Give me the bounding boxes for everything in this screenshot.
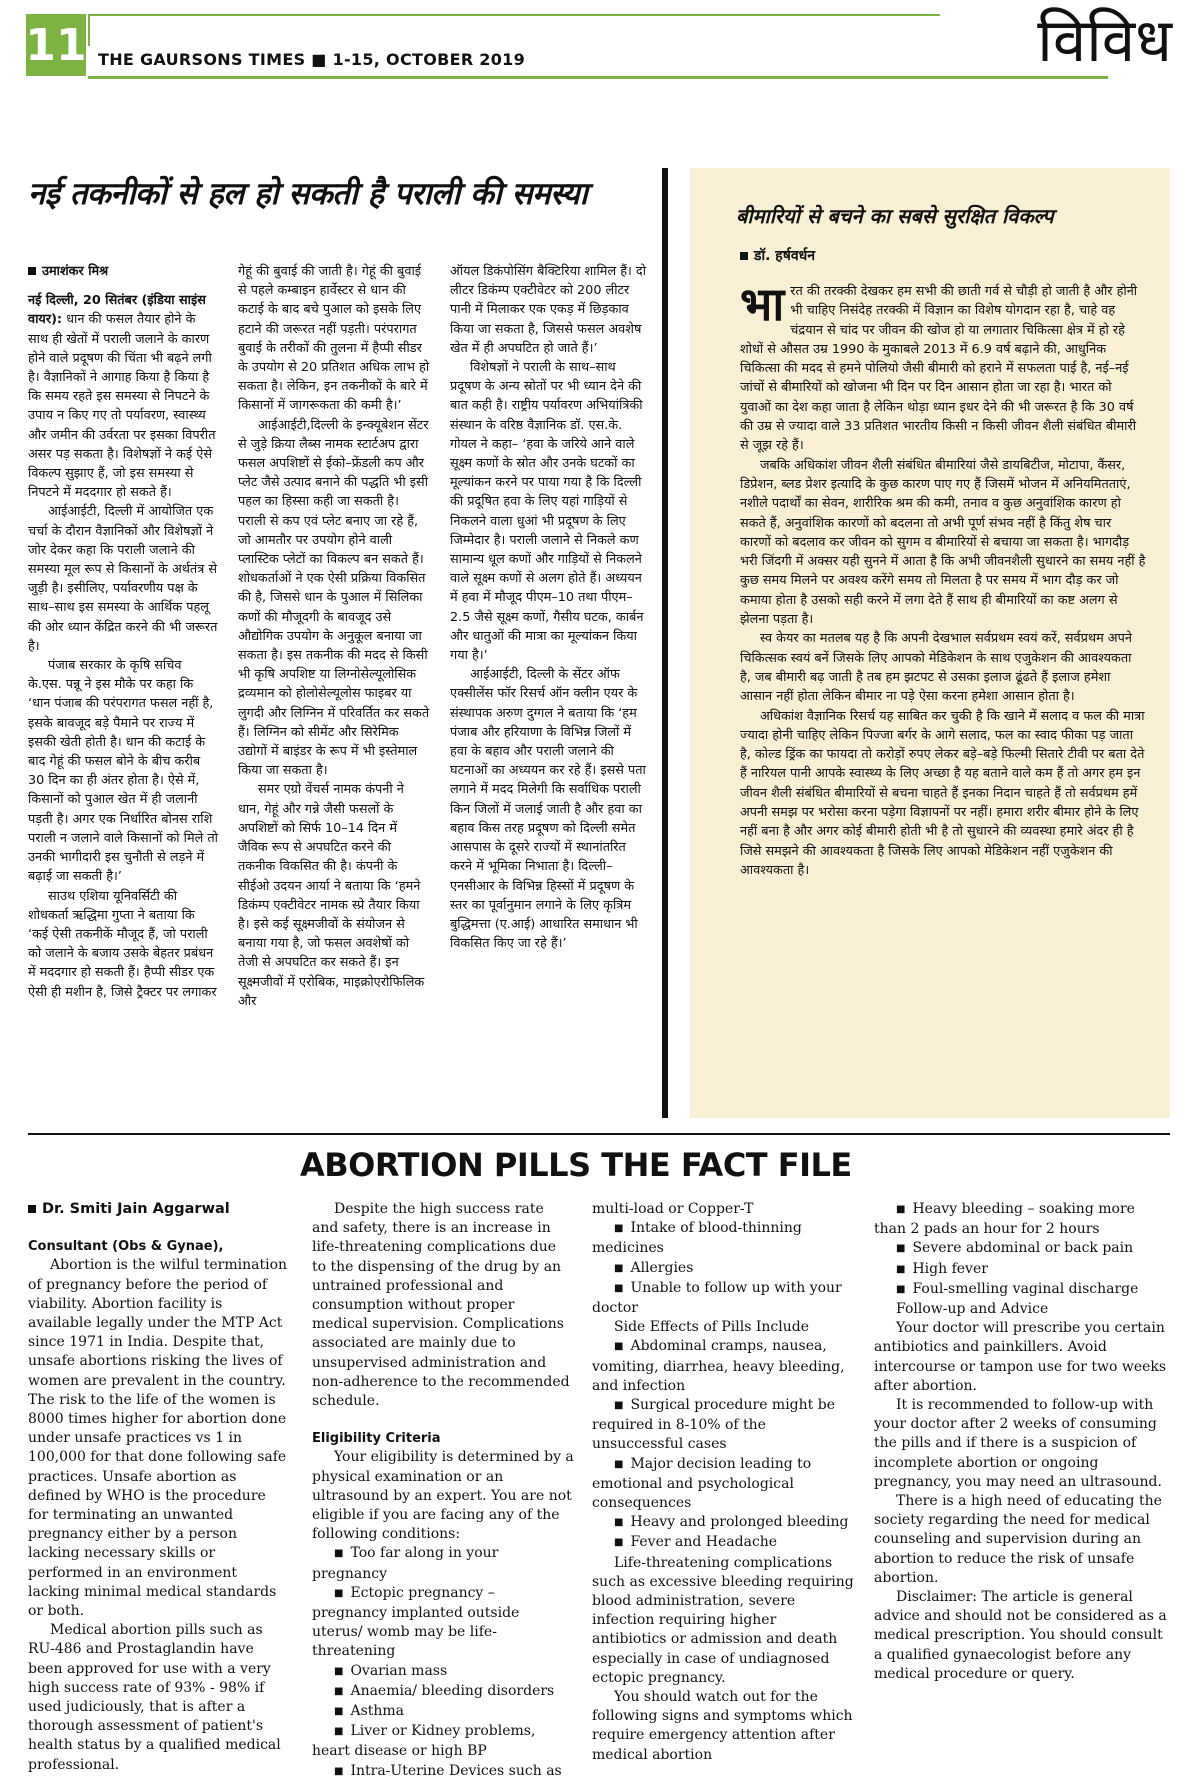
list-item: ■ Abdominal cramps, nausea, vomiting, diarrhea, heavy bleeding, and infection (592, 1337, 854, 1396)
english-paragraph: There is a high need of educating the society regarding the need for medical counseling and supervision during an abortion to reduce the risk of unsafe abortion. (874, 1493, 1162, 1586)
list-item: ■ Intra-Uterine Devices such as (312, 1762, 574, 1782)
sidebar-paragraph: स्व केयर का मतलब यह है कि अपनी देखभाल सर्वप्रथम स्वयं करें, सर्वप्रथम अपने चिकित्सक स्वयं बनें जिसके लिए आपको मेडिकेशन के साथ एजुकेशन की आवश्यकता है, जब बीमारी बढ़ जाती है तब हम झटपट से उसका इलाज ढूंढते हैं इलाज हमेशा आसान नहीं होता लेकिन बीमार ना पड़े ऐसा करना हमेशा आसान होता है। (740, 631, 1132, 705)
list-item: ■ Foul-smelling vaginal discharge (874, 1280, 1168, 1300)
list-item: ■ Intake of blood-thinning medicines (592, 1219, 854, 1258)
english-paragraph: Your eligibility is determined by a physical examination or an ultrasound by an expert. You are not eligible if you are facing any of the following conditions: (312, 1449, 574, 1543)
list-item: ■ Unable to follow up with your doctor (592, 1279, 854, 1318)
hindi-paragraph: विशेषज्ञों ने पराली के साथ–साथ प्रदूषण के अन्य स्रोतों पर भी ध्यान देने की बात कही है। राष्ट्रीय पर्यावरण अभियांत्रिकी संस्थान के वरिष्ठ वैज्ञानिक डॉ. एस.के. गोयल ने कहा– ‘हवा के जरिये आने वाले सूक्ष्म कणों के स्रोत और उनके घटकों का मूल्यांकन करने पर पाया गया है कि दिल्ली की प्रदूषित हवा के लिए यहां गाड़ियों से निकलने वाला धुआं भी प्रदूषण के लिए जिम्मेदार है। पराली जलाने से निकले कण सामान्य धूल कणों और गाड़ियों से निकलने वाले सूक्ष्म कणों से अलग होते हैं। अध्ययन में हवा में मौजूद पीएम–10 तथा पीएम–2.5 जैसे सूक्ष्म कणों, गैसीय घटक, कार्बन और धातुओं की मात्रा का मूल्यांकन किया गया है।’ (450, 360, 644, 664)
hindi-article-headline: नई तकनीकों से हल हो सकती है पराली की समस्या (28, 176, 588, 212)
english-paragraph: It is recommended to follow-up with your doctor after 2 weeks of consuming the pills and if there is a suspicion of incomplete abortion or ongoing pregnancy, you may need an ultrasound. (874, 1397, 1162, 1490)
list-item: ■ Asthma (312, 1702, 574, 1722)
column-divider (662, 168, 668, 1118)
hindi-paragraph: ऑयल डिकंपोसिंग बैक्टिरिया शामिल हैं। दो लीटर डिकंम्प एक्टीवेटर को 200 लीटर पानी में मिलाकर एक एकड़ में छिड़काव किया जा सकता है, जिससे फसल अवशेष खेत में ही अपघटित हो जाते हैं।’ (450, 264, 647, 356)
english-paragraph: Your doctor will prescribe you certain antibiotics and painkillers. Avoid intercourse or tampon use for two weeks after abortion. (874, 1320, 1167, 1394)
hindi-paragraph: आईआईटी, दिल्ली के सेंटर ऑफ एक्सीलेंस फॉर रिसर्च ऑन क्लीन एयर के संस्थापक अरुण दुग्गल ने बताया कि ‘हम पंजाब और हरियाणा के विभिन्न जिलों में हवा के बहाव और पराली जलाने की घटनाओं का अध्ययन कर रहे हैं। इससे पता लगाने में मदद मिलेगी कि सर्वाधिक पराली किन जिलों में जलाई जाती है और हवा का बहाव किस तरह प्रदूषण को दिल्ली समेत आसपास के दूसरे राज्यों में स्थानांतरित करने में भूमिका निभाता है। दिल्ली–एनसीआर के विभिन्न हिस्सों में प्रदूषण के स्तर का पूर्वानुमान लगाने के लिए कृत्रिम बुद्धिमत्ता (ए.आई) आधारित समाधान भी विकसित किए जा रहे हैं।’ (450, 667, 646, 952)
list-item: ■ Surgical procedure might be required in 8-10% of the unsuccessful cases (592, 1396, 854, 1455)
masthead-title: THE GAURSONS TIMES ■ 1-15, OCTOBER 2019 (98, 50, 526, 69)
hindi-paragraph: साउथ एशिया यूनिवर्सिटी की शोधकर्ता ऋद्धिमा गुप्ता ने बताया कि ‘कई ऐसी तकनीकें मौजूद हैं, जो पराली को जलाने के बजाय उसके बेहतर प्रबंधन में मददगार हो सकती हैं। हैप्पी सीडर एक ऐसी ही मशीन है, जिसे ट्रैक्टर पर लगाकर (28, 888, 217, 1000)
hindi-paragraph: आईआईटी,दिल्ली के इन्क्यूबेशन सेंटर से जुड़े क्रिया लैब्स नामक स्टार्टअप द्वारा फसल अपशिष्टों से ईको–फ्रेंडली कप और प्लेट जैसे उत्पाद बनाने की पद्धति भी इसी पहल का हिस्सा कही जा सकती है। पराली से कप एवं प्लेट बनाए जा रहे हैं, जो आमतौर पर उपयोग होने वाली प्लास्टिक प्लेटों का विकल्प बन सकते हैं। शोधकर्ताओं ने एक ऐसी प्रक्रिया विकसित की है, जिससे धान के पुआल में सिलिका कणों की मौजूदगी के बावजूद उसे औद्योगिक उपयोग के अनुकूल बनाया जा सकता है। इस तकनीक की मदद से किसी भी कृषि अपशिष्ट या लिग्नोसेल्यूलोसिक द्रव्यमान को होलोसेल्यूलोस फाइबर या लुगदी और लिग्निन में परिवर्तित कर सकते हैं। लिग्निन को सीमेंट और सिरेमिक उद्योगों में बाइंडर के रूप में भी इस्तेमाल किया जा सकता है। (238, 417, 430, 779)
list-item: ■ Heavy bleeding – soaking more than 2 pads an hour for 2 hours (874, 1200, 1168, 1239)
eligibility-heading: Eligibility Criteria (312, 1431, 441, 1447)
english-column-1 (28, 1200, 290, 1775)
hindi-byline: उमाशंकर मिश्र (28, 262, 218, 281)
english-paragraph: Medical abortion pills such as RU-486 and Prostaglandin have been approved for use with a very high success rate of 93% - 98% if used judiciously, that is after a thorough assessment of patient's health status by a qualified medical professional. (28, 1622, 281, 1773)
english-column-2 (312, 1200, 574, 1782)
list-item: ■ Severe abdominal or back pain (874, 1239, 1168, 1259)
square-bullet-icon (28, 267, 36, 275)
hindi-paragraph: आईआईटी, दिल्ली में आयोजित एक चर्चा के दौरान वैज्ञानिकों और विशेषज्ञों ने जोर देकर कहा कि पराली जलाने की समस्या मूल रूप से किसानों के अर्थतंत्र से जुड़ी है। इसीलिए, पर्यावरणीय पक्ष के साथ–साथ इस समस्या के आर्थिक पहलू की ओर ध्यान केंद्रित करने की भी जरूरत है। (28, 504, 218, 654)
hindi-column-2 (238, 262, 430, 1011)
english-paragraph: You should watch out for the following signs and symptoms which require emergency attention after medical abortion (592, 1689, 853, 1763)
english-paragraph: multi-load or Copper-T (592, 1201, 754, 1217)
masthead-rule (88, 76, 1108, 79)
sidebar-paragraph: जबकि अधिकांश जीवन शैली संबंधित बीमारियां जैसे डायबिटीज, मोटापा, कैंसर, डिप्रेशन, ब्लड प्रेशर इत्यादि के कुछ कारण पाए गए हैं जिसमें भोजन में अनियमितताएं, नशीले पदार्थों का सेवन, शारीरिक श्रम की कमी, तनाव व कुछ अनुवांशिक कारण हो सकते हैं, अनुवांशिक कारणों को बदलना तो अभी पूर्ण संभव नहीं है किंतु शेष चार कारणों को बदलाव कर जीवन को सुगम व बीमारियों से बचाया जा सकता है। भागदौड़ भरी जिंदगी में अक्सर यही सुनने में आता है कि अभी जीवनशैली सुधारने का समय नहीं है कुछ समय मिलने पर अवश्य करेंगे समय तो मिलता है पर समय में भाग दौड़ कर जो कमाया होता है उसको सही करने में लगा देते हैं साथ ही बीमारियों का कष्ट अलग से झेलना पड़ता है। (740, 457, 1146, 628)
list-item: ■ Ectopic pregnancy – pregnancy implanted outside uterus/ womb may be life-threatening (312, 1584, 574, 1662)
side-effects-heading: Side Effects of Pills Include (614, 1319, 809, 1336)
section-title: विविध (1037, 6, 1172, 76)
masthead-frame (88, 14, 940, 46)
english-paragraph: Abortion is the wilful termination of pregnancy before the period of viability. Abortion facility is available legally under the MTP Act since 1971 in India. Despite that, unsafe abortions risking the lives of women are prevalent in the country. The risk to the life of the women is 8000 times higher for abortion done under unsafe practices vs 1 in 100,000 for that done following safe practices. Unsafe abortion as defined by WHO is the procedure for terminating an unwanted pregnancy either by a person lacking necessary skills or performed in an environment lacking minimal medical standards or both. (28, 1257, 288, 1620)
hindi-paragraph: नई दिल्ली, 20 सितंबर (इंडिया साइंस वायर): धान की फसल तैयार होने के साथ ही खेतों में पराली जलाने के कारण होने वाले प्रदूषण की चिंता भी बढ़ने लगी है। वैज्ञानिकों ने आगाह किया है किया है कि समय रहते इस समस्या से निपटने के उपाय न किए गए तो पर्यावरण, स्वास्थ्य और जमीन की उर्वरता पर इसका विपरीत असर पड़ सकता है। विशेषज्ञों ने कई ऐसे विकल्प सुझाए हैं, जो इस समस्या से निपटने में मददगार हो सकते हैं। (28, 293, 216, 501)
list-item: ■ Allergies (592, 1259, 854, 1279)
english-paragraph: Life-threatening complications such as excessive bleeding requiring blood administration, severe infection requiring higher antibiotics or admission and death especially in case of undiagnosed ectopic pregnancy. (592, 1554, 854, 1686)
list-item: ■ Heavy and prolonged bleeding (592, 1513, 854, 1533)
list-item: ■ High fever (874, 1260, 1168, 1280)
list-item: ■ Too far along in your pregnancy (312, 1544, 574, 1583)
hindi-paragraph: गेहूं की बुवाई की जाती है। गेहूं की बुवाई से पहले कम्बाइन हार्वेस्टर से धान की कटाई के बाद बचे पुआल को इसके लिए हटाने की जरूरत नहीं पड़ती। परंपरागत बुवाई के तरीकों की तुलना में हैप्पी सीडर के उपयोग से 20 प्रतिशत अधिक लाभ हो सकता है। लेकिन, इन तकनीकों के बारे में किसानों में जागरूकता की कमी है।’ (238, 264, 430, 414)
list-item: ■ Major decision leading to emotional and psychological consequences (592, 1455, 854, 1514)
author-role: Consultant (Obs & Gynae), (28, 1239, 224, 1255)
english-paragraph: Despite the high success rate and safety, there is an increase in life-threatening complications due to the dispensing of the drug by an untrained professional and consumption without proper medical supervision. Complications associated are mainly due to unsupervised administration and non-adherence to the recommended schedule. (312, 1201, 570, 1410)
section-divider (28, 1133, 1170, 1135)
list-item: ■ Anaemia/ bleeding disorders (312, 1682, 574, 1702)
sidebar-body (740, 277, 1146, 880)
list-item: ■ Ovarian mass (312, 1662, 574, 1682)
sidebar-headline: बीमारियों से बचने का सबसे सुरक्षित विकल्प (736, 204, 1054, 228)
sidebar-paragraph: भारत की तरक्की देखकर हम सभी की छाती गर्व से चौड़ी हो जाती है और होनी भी चाहिए निसंदेह तरक्की में विज्ञान का विशेष योगदान रहा है, चाहे वह चंद्रयान से चांद पर जीवन की खोज हो या लगातार चिकित्सा क्षेत्र में हो रहे शोधों से औसत उम्र 1990 के मुकाबले 2013 में 6.9 वर्ष बढ़ाने की, आधुनिक चिकित्सा की मदद से हमने पोलियो जैसी बीमारी को हराने में सफलता पाई है, नई–नई जांचों से बीमारियों को खोजना भी दिन पर दिन आसान होता जा रहा है। भारत को युवाओं का देश कहा जाता है लेकिन थोड़ा ध्यान इधर देने की भी जरूरत है कि 30 वर्ष की उम्र से ज्यादा वाले 33 प्रतिशत भारतीय किसी न किसी जीवन शैली संबंधित बीमारी से जूझ रहे हैं। (740, 277, 1138, 454)
sidebar-byline: डॉ. हर्षवर्धन (740, 246, 815, 265)
drop-cap: भा (740, 277, 785, 331)
square-bullet-icon (28, 1205, 36, 1213)
hindi-dateline: नई दिल्ली, 20 सितंबर (इंडिया साइंस वायर): (28, 293, 206, 328)
english-article-headline: ABORTION PILLS THE FACT FILE (300, 1146, 852, 1184)
sidebar-paragraph: अधिकांश वैज्ञानिक रिसर्च यह साबित कर चुकी है कि खाने में सलाद व फल की मात्रा ज्यादा होनी चाहिए लेकिन पिज्जा बर्गर के आगे सलाद, फल का स्वाद फीका पड़ जाता है, कोल्ड ड्रिंक का फायदा तो करोड़ों रुपए लेकर बड़े–बड़े फिल्मी सितारे टीवी पर बता देते हैं नारियल पानी आपके स्वास्थ्य के लिए अच्छा है यह बताने वाले कम हैं तो अगर हम इन जीवन शैली संबंधित बीमारियों से बचना चाहते हैं इनका निदान चाहते हैं तो सर्वप्रथम हमें अपनी समझ पर भरोसा करना पड़ेगा विज्ञापनों पर नहीं। हमारा शरीर बीमार होने के लिए नहीं बना है और अगर कोई बीमारी होती भी है तो सुधारने की व्यवस्था हमारे अंदर ही है जिसे समझने की आवश्यकता है जिसके लिए आपको मेडिकेशन नहीं एजुकेशन की आवश्यकता है। (740, 708, 1145, 878)
followup-heading: Follow-up and Advice (896, 1301, 1049, 1318)
english-column-4 (874, 1200, 1168, 1684)
hindi-paragraph: पंजाब सरकार के कृषि सचिव के.एस. पन्नू ने इस मौके पर कहा कि ‘धान पंजाब की परंपरागत फसल नहीं है, इसके बावजूद बड़े पैमाने पर राज्य में इसकी खेती होती है। धान की कटाई के बाद गेहूं की फसल बोने के बीच करीब 30 दिन का ही अंतर होता है। ऐसे में, किसानों को पुआल खेत में ही जलानी पड़ती है। अगर एक निर्धारित बोनस राशि पराली न जलाने वाले किसानों को मिले तो उनकी भागीदारी इस चुनौती से लड़ने में बढ़ाई जा सकती है।’ (28, 658, 218, 885)
list-item: ■ Fever and Headache (592, 1533, 854, 1553)
list-item: ■ Liver or Kidney problems, heart disease or high BP (312, 1722, 574, 1761)
english-paragraph: Disclaimer: The article is general advice and should not be considered as a medical prescription. You should consult a qualified gynaecologist before any medical procedure or query. (874, 1589, 1167, 1682)
page-number-badge: 11 (26, 14, 86, 76)
hindi-column-3 (450, 262, 648, 953)
english-byline: Dr. Smiti Jain Aggarwal (28, 1200, 290, 1219)
hindi-column-1 (28, 262, 218, 1002)
english-column-3 (592, 1200, 854, 1765)
hindi-paragraph: समर एग्रो वेंचर्स नामक कंपनी ने धान, गेहूं और गन्ने जैसी फसलों के अपशिष्टों को सिर्फ 10–14 दिन में जैविक रूप से अपघटित करने की तकनीक विकसित की है। कंपनी के सीईओ उदयन आर्या ने बताया कि ‘हमने डिकंम्प एक्टीवेटर नामक स्प्रे तैयार किया है। इसे कई सूक्ष्मजीवों के संयोजन से बनाया गया है, जो फसल अवशेषों को तेजी से अपघटित कर सकते हैं। इन सूक्ष्मजीवों में एरोबिक, माइक्रोएरोफिलिक और (238, 782, 425, 1009)
square-bullet-icon (740, 252, 748, 260)
